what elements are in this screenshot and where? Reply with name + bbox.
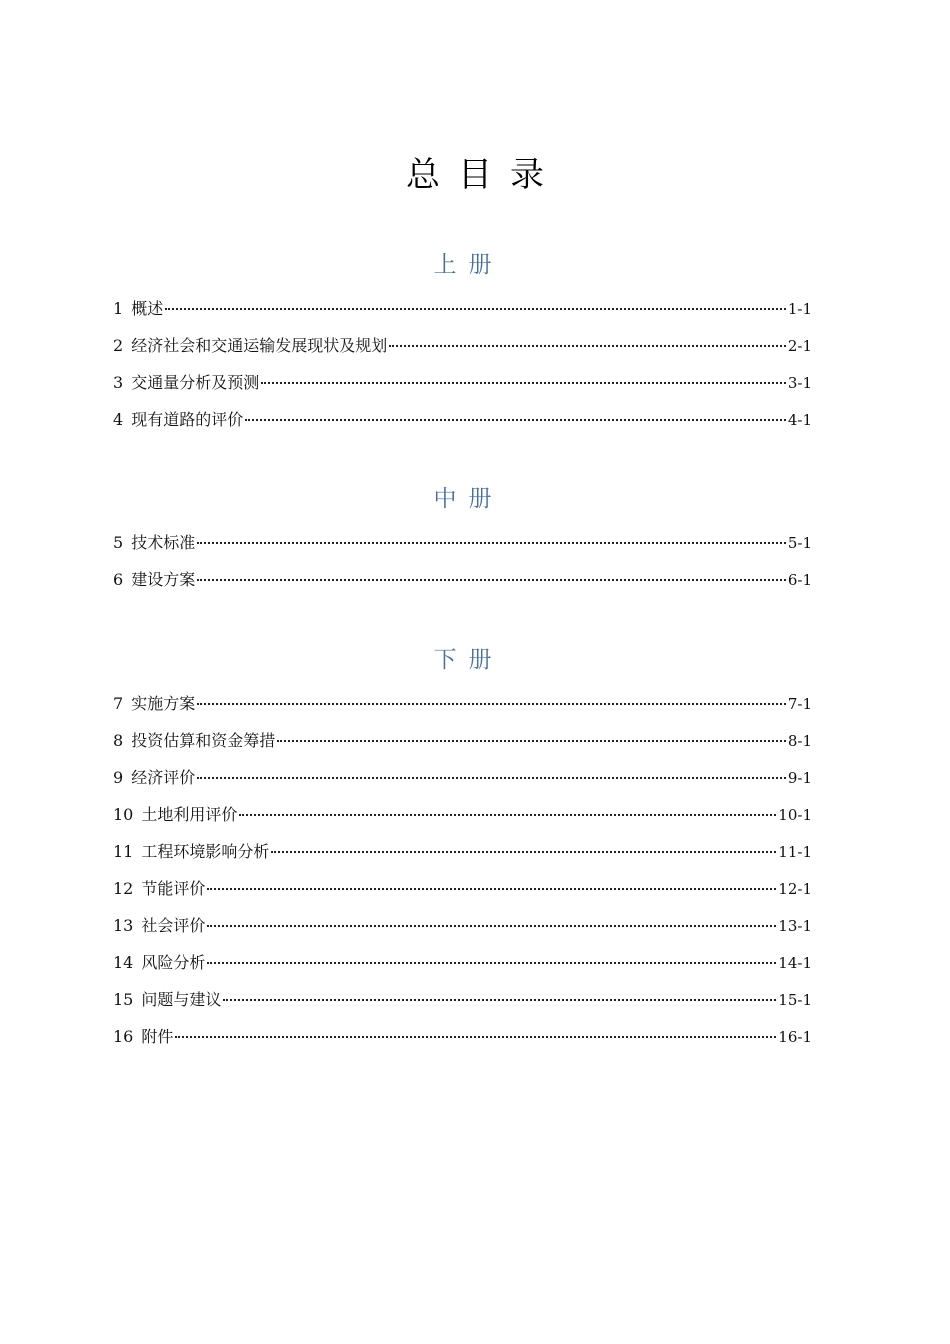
entry-title: 社会评价 bbox=[141, 916, 206, 935]
entry-number: 3 bbox=[113, 373, 124, 392]
toc-entry[interactable] bbox=[113, 331, 812, 368]
toc-entry[interactable] bbox=[113, 294, 812, 331]
entry-title: 经济社会和交通运输发展现状及规划 bbox=[131, 336, 388, 355]
entry-number: 16 bbox=[113, 1027, 134, 1046]
toc-entry[interactable] bbox=[113, 689, 812, 726]
toc-entry[interactable] bbox=[113, 800, 812, 837]
toc-entry[interactable] bbox=[113, 726, 812, 763]
entry-number: 1 bbox=[113, 299, 124, 318]
entry-title: 风险分析 bbox=[141, 953, 206, 972]
entry-page: 10-1 bbox=[778, 806, 812, 824]
dot-leader bbox=[277, 739, 786, 742]
entry-title: 现有道路的评价 bbox=[131, 410, 244, 429]
entry-number: 4 bbox=[113, 410, 124, 429]
dot-leader bbox=[175, 1035, 776, 1038]
entry-page: 5-1 bbox=[787, 534, 812, 552]
entry-number: 13 bbox=[113, 916, 134, 935]
dot-leader bbox=[245, 418, 786, 421]
volume-heading: 下册 bbox=[433, 647, 504, 673]
entry-page: 12-1 bbox=[778, 880, 812, 898]
dot-leader bbox=[389, 344, 786, 347]
toc-entry[interactable] bbox=[113, 528, 812, 565]
entry-page: 11-1 bbox=[778, 843, 812, 861]
dot-leader bbox=[261, 381, 786, 384]
dot-leader bbox=[223, 998, 776, 1001]
dot-leader bbox=[197, 776, 786, 779]
volume-upper bbox=[113, 248, 812, 442]
entry-page: 9-1 bbox=[787, 769, 812, 787]
entry-page: 4-1 bbox=[787, 411, 812, 429]
entry-page: 16-1 bbox=[778, 1028, 812, 1046]
page-title: 总目录 bbox=[406, 155, 562, 195]
entry-number: 5 bbox=[113, 533, 124, 552]
entry-title: 附件 bbox=[141, 1027, 174, 1046]
entry-title: 实施方案 bbox=[131, 694, 196, 713]
entry-title: 节能评价 bbox=[141, 879, 206, 898]
entry-page: 6-1 bbox=[787, 571, 812, 589]
volume-heading: 中册 bbox=[433, 486, 504, 512]
toc-entry[interactable] bbox=[113, 368, 812, 405]
entry-number: 10 bbox=[113, 805, 134, 824]
entry-title: 土地利用评价 bbox=[141, 805, 238, 824]
toc-entry[interactable] bbox=[113, 948, 812, 985]
entry-title: 概述 bbox=[131, 299, 164, 318]
toc-entry[interactable] bbox=[113, 985, 812, 1022]
dot-leader bbox=[197, 702, 786, 705]
entry-page: 13-1 bbox=[778, 917, 812, 935]
toc-entry[interactable] bbox=[113, 911, 812, 948]
entry-number: 15 bbox=[113, 990, 134, 1009]
entry-page: 15-1 bbox=[778, 991, 812, 1009]
toc-entry[interactable] bbox=[113, 837, 812, 874]
entry-number: 7 bbox=[113, 694, 124, 713]
volume-heading: 上册 bbox=[433, 252, 504, 278]
dot-leader bbox=[207, 961, 776, 964]
dot-leader bbox=[197, 541, 786, 544]
entry-title: 经济评价 bbox=[131, 768, 196, 787]
toc-entry[interactable] bbox=[113, 874, 812, 911]
entry-title: 技术标准 bbox=[131, 533, 196, 552]
dot-leader bbox=[271, 850, 776, 853]
toc-entry[interactable] bbox=[113, 405, 812, 442]
dot-leader bbox=[239, 813, 776, 816]
entry-number: 11 bbox=[113, 842, 134, 861]
entry-page: 8-1 bbox=[787, 732, 812, 750]
volume-lower bbox=[113, 643, 812, 1059]
entry-number: 6 bbox=[113, 570, 124, 589]
dot-leader bbox=[165, 307, 786, 310]
entry-page: 3-1 bbox=[787, 374, 812, 392]
entry-page: 2-1 bbox=[787, 337, 812, 355]
entry-number: 12 bbox=[113, 879, 134, 898]
entry-title: 建设方案 bbox=[131, 570, 196, 589]
dot-leader bbox=[207, 887, 776, 890]
entry-number: 2 bbox=[113, 336, 124, 355]
entry-page: 14-1 bbox=[778, 954, 812, 972]
volume-middle bbox=[113, 482, 812, 602]
entry-page: 1-1 bbox=[787, 300, 812, 318]
entry-title: 问题与建议 bbox=[141, 990, 222, 1009]
entry-number: 9 bbox=[113, 768, 124, 787]
entry-title: 投资估算和资金筹措 bbox=[131, 731, 276, 750]
entry-number: 14 bbox=[113, 953, 134, 972]
entry-page: 7-1 bbox=[787, 695, 812, 713]
entry-number: 8 bbox=[113, 731, 124, 750]
dot-leader bbox=[197, 578, 786, 581]
toc-entry[interactable] bbox=[113, 1022, 812, 1059]
entry-title: 工程环境影响分析 bbox=[141, 842, 270, 861]
toc-entry[interactable] bbox=[113, 763, 812, 800]
entry-title: 交通量分析及预测 bbox=[131, 373, 260, 392]
dot-leader bbox=[207, 924, 776, 927]
toc-entry[interactable] bbox=[113, 565, 812, 602]
